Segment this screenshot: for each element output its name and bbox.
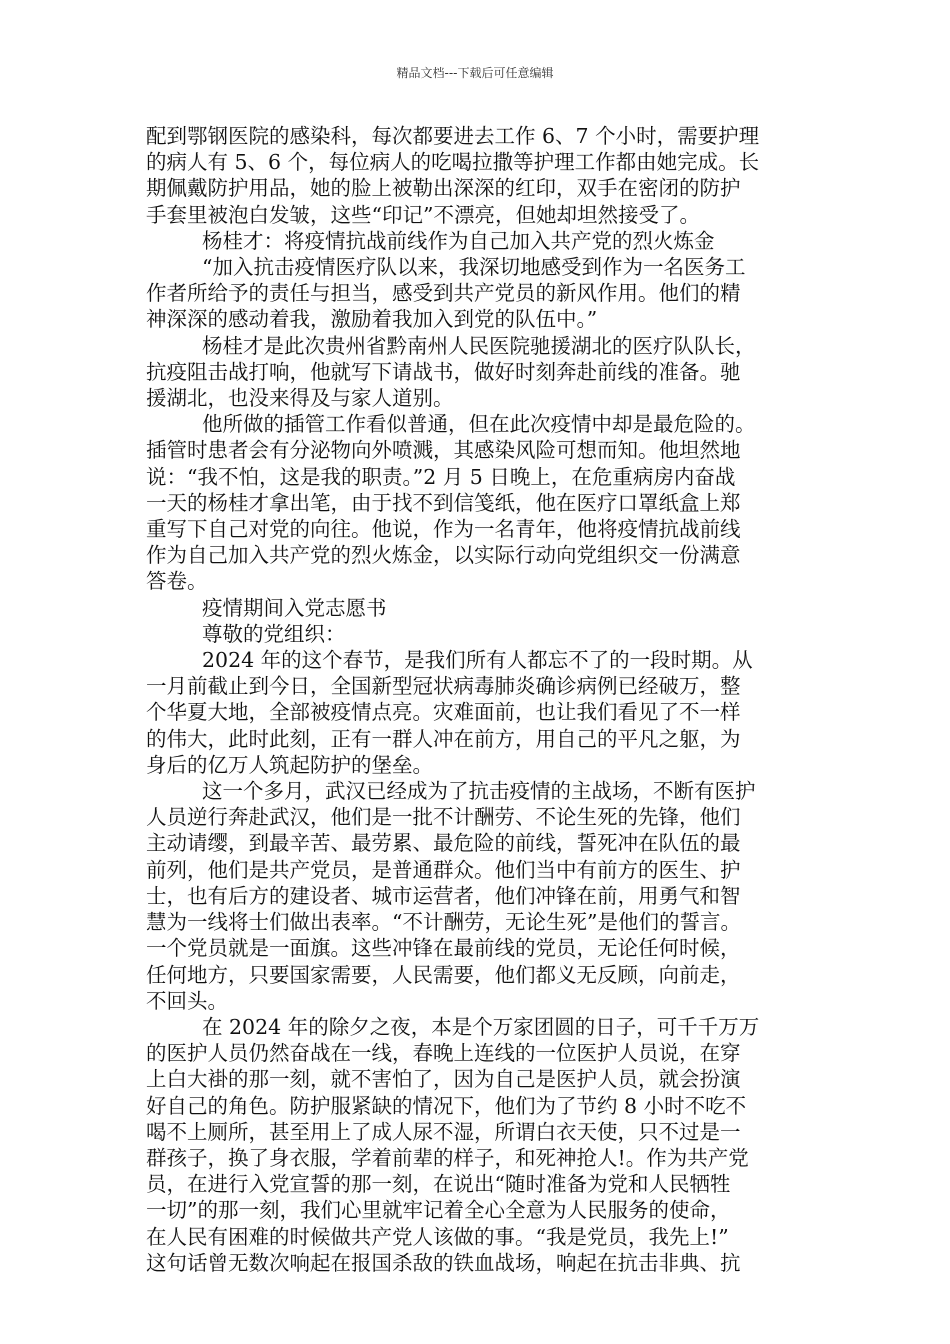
text-line: 主动请缨，到最辛苦、最劳累、最危险的前线，誓死冲在队伍的最: [146, 831, 741, 856]
text-line: 他所做的插管工作看似普通，但在此次疫情中却是最危险的。: [202, 412, 756, 437]
text-line: 好自己的角色。防护服紧缺的情况下，他们为了节约 8 小时不吃不: [146, 1093, 747, 1118]
text-line: 重写下自己对党的向往。他说，作为一名青年，他将疫情抗战前线: [146, 517, 741, 542]
text-line: 期佩戴防护用品，她的脸上被勒出深深的红印，双手在密闭的防护: [146, 176, 741, 201]
page-header: 精品文档---下载后可任意编辑: [396, 66, 554, 80]
text-line: 援湖北，也没来得及与家人道别。: [146, 386, 454, 411]
paragraph: [146, 228, 814, 254]
paragraph: [146, 123, 814, 228]
text-line: 一天的杨桂才拿出笔，由于找不到信笺纸，他在医疗口罩纸盒上郑: [146, 490, 741, 515]
text-line: 个华夏大地，全部被疫情点亮。灾难面前，也让我们看见了不一样: [146, 700, 741, 725]
text-line: 身后的亿万人筑起防护的堡垒。: [146, 752, 433, 777]
text-line: 喝不上厕所，甚至用上了成人尿不湿，所谓白衣天使，只不过是一: [146, 1119, 741, 1144]
paragraph: [146, 621, 814, 647]
text-line: 群孩子，换了身衣服，学着前辈的样子，和死神抢人!。作为共产党: [146, 1145, 749, 1170]
text-line: 不回头。: [146, 988, 228, 1013]
text-line: 神深深的感动着我，激励着我加入到党的队伍中。”: [146, 307, 598, 332]
paragraph: [146, 1014, 814, 1276]
paragraph: [146, 254, 814, 333]
text-line: 这句话曾无数次响起在报国杀敌的铁血战场，响起在抗击非典、抗: [146, 1250, 741, 1275]
text-line: 说：“我不怕，这是我的职责。”2 月 5 日晚上，在危重病房内奋战: [146, 464, 736, 489]
text-line: 这一个多月，武汉已经成为了抗击疫情的主战场，不断有医护: [202, 779, 756, 804]
paragraph: [146, 647, 814, 778]
text-line: 作者所给予的责任与担当，感受到共产党员的新风作用。他们的精: [146, 281, 741, 306]
text-line: 的医护人员仍然奋战在一线，春晚上连线的一位医护人员说，在穿: [146, 1041, 741, 1066]
text-line: 一切”的那一刻，我们心里就牢记着全心全意为人民服务的使命，: [146, 1198, 731, 1223]
text-line: 任何地方，只要国家需要，人民需要，他们都义无反顾，向前走，: [146, 962, 741, 987]
text-line: 疫情期间入党志愿书: [202, 595, 387, 620]
text-line: 杨桂才是此次贵州省黔南州人民医院驰援湖北的医疗队队长，: [202, 333, 756, 358]
paragraph: [146, 411, 814, 594]
text-line: 作为自己加入共产党的烈火炼金，以实际行动向党组织交一份满意: [146, 543, 741, 568]
text-line: 在人民有困难的时候做共产党人该做的事。“我是党员，我先上!”: [146, 1224, 729, 1249]
text-line: 在 2024 年的除夕之夜，本是个万家团圆的日子，可千千万万: [202, 1014, 760, 1039]
paragraph: [146, 333, 814, 412]
text-line: 插管时患者会有分泌物向外喷溅，其感染风险可想而知。他坦然地: [146, 438, 741, 463]
document-body: [146, 123, 814, 1276]
text-line: 2024 年的这个春节，是我们所有人都忘不了的一段时期。从: [202, 648, 753, 673]
paragraph: [146, 595, 814, 621]
text-line: 手套里被泡白发皱，这些“印记”不漂亮，但她却坦然接受了。: [146, 202, 700, 227]
text-line: 的伟大，此时此刻，正有一群人冲在前方，用自己的平凡之躯，为: [146, 726, 741, 751]
paragraph: [146, 778, 814, 1014]
text-line: 尊敬的党组织：: [202, 621, 346, 646]
text-line: 答卷。: [146, 569, 208, 594]
text-line: 前列，他们是共产党员，是普通群众。他们当中有前方的医生、护: [146, 857, 741, 882]
text-line: 杨桂才：将疫情抗战前线作为自己加入共产党的烈火炼金: [202, 228, 715, 253]
text-line: 一个党员就是一面旗。这些冲锋在最前线的党员，无论任何时候，: [146, 936, 741, 961]
text-line: 士，也有后方的建设者、城市运营者，他们冲锋在前，用勇气和智: [146, 883, 741, 908]
text-line: 配到鄂钢医院的感染科，每次都要进去工作 6、7 个小时，需要护理: [146, 124, 760, 148]
text-line: 的病人有 5、6 个，每位病人的吃喝拉撒等护理工作都由她完成。长: [146, 150, 760, 175]
text-line: 员，在进行入党宣誓的那一刻，在说出“随时准备为党和人民牺牲: [146, 1172, 731, 1197]
text-line: 人员逆行奔赴武汉，他们是一批不计酬劳、不论生死的先锋，他们: [146, 805, 741, 830]
text-line: 上白大褂的那一刻，就不害怕了，因为自己是医护人员，就会扮演: [146, 1067, 741, 1092]
text-line: “加入抗击疫情医疗队以来，我深切地感受到作为一名医务工: [202, 255, 746, 280]
text-line: 抗疫阻击战打响，他就写下请战书，做好时刻奔赴前线的准备。驰: [146, 359, 741, 384]
text-line: 慧为一线将士们做出表率。“不计酬劳，无论生死”是他们的誓言。: [146, 910, 741, 935]
text-line: 一月前截止到今日，全国新型冠状病毒肺炎确诊病例已经破万，整: [146, 674, 741, 699]
